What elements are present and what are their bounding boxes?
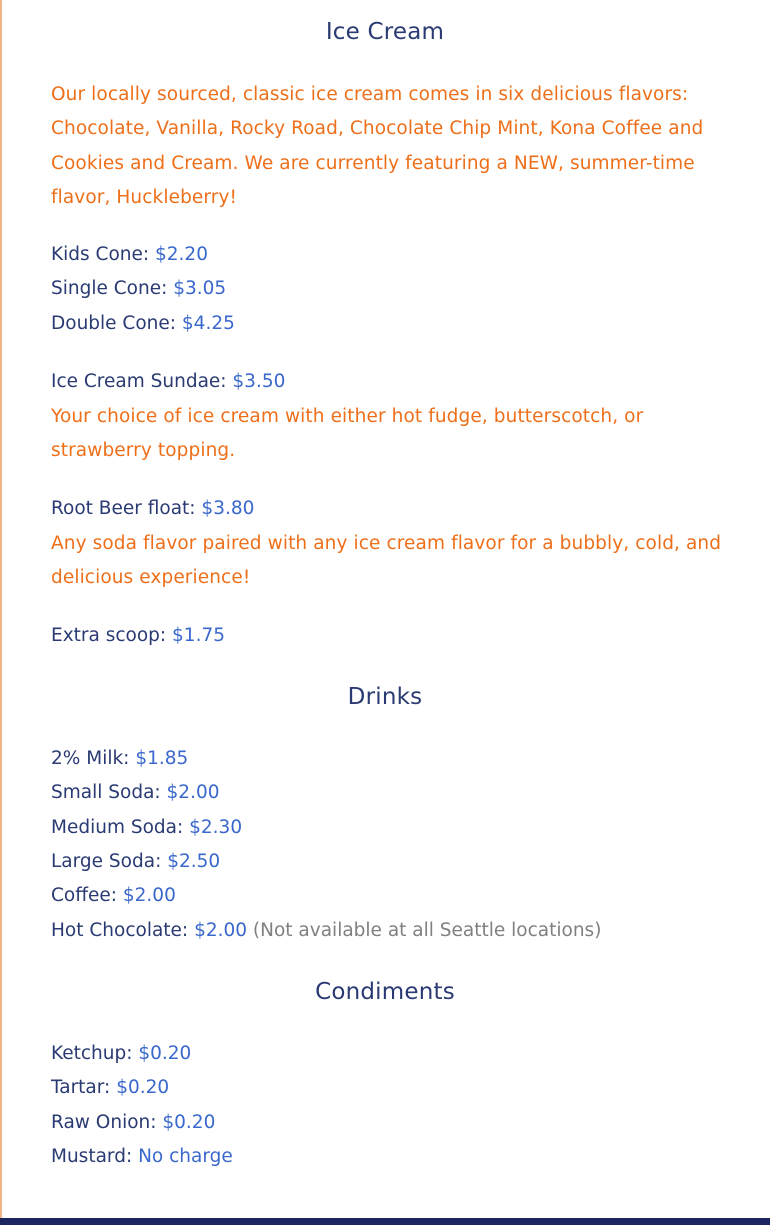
item-label: Ice Cream Sundae: xyxy=(51,371,227,392)
item-price: $3.50 xyxy=(232,371,286,392)
item-price: $2.00 xyxy=(194,920,248,941)
ice-cream-heading: Ice Cream xyxy=(325,19,445,45)
item-label: Single Cone: xyxy=(51,278,168,299)
item-label: Hot Chocolate: xyxy=(51,920,189,941)
item-label: Medium Soda: xyxy=(51,817,184,838)
item-label: Extra scoop: xyxy=(51,625,167,646)
ice-cream-intro: Our locally sourced, classic ice cream comes in six delicious flavors: Chocolate, Vanilla, Rocky Road, Chocolate Chip Mint, Kona Coffee and Cookies and Cream. We are currently featuring a NEW, summer-time flavor, Huckleberry! xyxy=(51,84,704,208)
item-price: $2.00 xyxy=(122,885,176,906)
item-price: No charge xyxy=(138,1146,233,1167)
menu-item-extra-scoop xyxy=(51,621,225,651)
item-price: $2.20 xyxy=(155,244,208,265)
menu-item-hot-chocolate xyxy=(51,916,601,946)
item-price: $3.05 xyxy=(173,278,227,299)
menu-item-medium-soda xyxy=(51,813,242,843)
menu-item-large-soda xyxy=(51,847,220,877)
item-label: Mustard: xyxy=(51,1146,133,1167)
item-label: Raw Onion: xyxy=(51,1112,157,1133)
item-label: 2% Milk: xyxy=(51,748,130,769)
item-label: Coffee: xyxy=(51,885,117,906)
menu-item-tartar xyxy=(51,1073,169,1103)
item-price: $4.25 xyxy=(181,313,235,334)
menu-item-small-soda xyxy=(51,778,220,808)
menu-item-coffee xyxy=(51,881,176,911)
availability-note: (Not available at all Seattle locations) xyxy=(252,920,602,941)
item-price: $0.20 xyxy=(162,1112,216,1133)
item-price: $3.80 xyxy=(201,498,255,519)
menu-item-milk xyxy=(51,744,188,774)
item-label: Root Beer float: xyxy=(51,498,196,519)
sundae-description: Your choice of ice cream with either hot fudge, butterscotch, or strawberry topping. xyxy=(51,406,644,462)
item-label: Small Soda: xyxy=(51,782,161,803)
item-price: $0.20 xyxy=(116,1077,170,1098)
footer-bar xyxy=(0,1218,770,1225)
menu-item-kids-cone xyxy=(51,240,208,270)
item-price: $2.50 xyxy=(167,851,221,872)
item-price: $2.00 xyxy=(166,782,220,803)
item-price: $1.85 xyxy=(135,748,189,769)
item-label: Ketchup: xyxy=(51,1043,133,1064)
menu-item-ice-cream-sundae xyxy=(51,367,285,397)
item-price: $0.20 xyxy=(138,1043,192,1064)
condiments-heading: Condiments xyxy=(315,979,455,1005)
item-label: Double Cone: xyxy=(51,313,177,334)
menu-item-single-cone xyxy=(51,274,226,304)
menu-item-raw-onion xyxy=(51,1108,215,1138)
item-price: $1.75 xyxy=(172,625,225,646)
drinks-heading: Drinks xyxy=(347,684,423,710)
item-label: Large Soda: xyxy=(51,851,162,872)
menu-item-double-cone xyxy=(51,309,235,339)
item-label: Tartar: xyxy=(51,1077,111,1098)
left-border xyxy=(0,0,2,1218)
menu-item-root-beer-float xyxy=(51,494,254,524)
item-label: Kids Cone: xyxy=(51,244,150,265)
menu-item-mustard xyxy=(51,1142,233,1172)
item-price: $2.30 xyxy=(189,817,243,838)
menu-item-ketchup xyxy=(51,1039,191,1069)
root-beer-float-description: Any soda flavor paired with any ice cream flavor for a bubbly, cold, and delicious experience! xyxy=(51,533,722,589)
